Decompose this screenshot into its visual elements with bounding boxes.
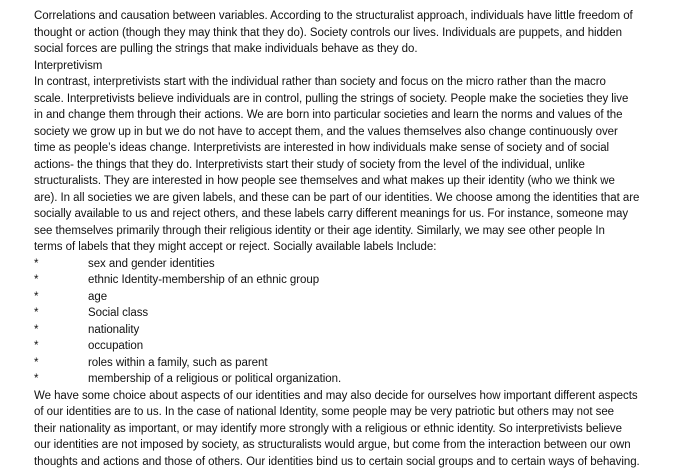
body-line: society we grow up in but we do not have to accept them, and the values themselves also change continuously over [34, 124, 680, 141]
bullet-marker: * [34, 322, 88, 339]
list-item [34, 338, 680, 355]
list-item [34, 256, 680, 273]
body-line: time as people’s ideas change. Interpretivists are interested in how individuals make sense of society and of social [34, 140, 680, 157]
list-item [34, 322, 680, 339]
list-item [34, 289, 680, 306]
list-item-text: roles within a family, such as parent [88, 355, 680, 372]
intro-line: thought or action (though they may think that they do). Society controls our lives. Individuals are puppets, and hidden [34, 25, 680, 42]
intro-line: Correlations and causation between variables. According to the structuralist approach, individuals have little freedom of [34, 8, 680, 25]
bullet-marker: * [34, 338, 88, 355]
list-item-text: sex and gender identities [88, 256, 680, 273]
closing-line: our identities are not imposed by society, as structuralists would argue, but come from the interaction between our own [34, 437, 680, 454]
list-item-text: nationality [88, 322, 680, 339]
bullet-marker: * [34, 305, 88, 322]
list-item [34, 355, 680, 372]
document-page [34, 8, 680, 470]
bullet-marker: * [34, 355, 88, 372]
body-line: actions- the things that they do. Interpretivists start their study of society from the level of the individual, unlike [34, 157, 680, 174]
intro-paragraph [34, 8, 680, 58]
list-item [34, 371, 680, 388]
body-paragraph [34, 74, 680, 256]
intro-line: social forces are pulling the strings that make individuals behave as they do. [34, 41, 680, 58]
body-line: see themselves primarily through their religious identity or their age identity. Similarly, we may see other people In [34, 223, 680, 240]
section-heading-interpretivism: Interpretivism [34, 58, 680, 75]
identity-labels-list [34, 256, 680, 388]
closing-line: their nationality as important, or may identify more strongly with a religious or ethnic identity. So interpretivists believe [34, 421, 680, 438]
bullet-marker: * [34, 371, 88, 388]
bullet-marker: * [34, 289, 88, 306]
body-line: socially available to us and reject others, and these labels carry different meanings for us. For instance, someone may [34, 206, 680, 223]
list-item [34, 272, 680, 289]
body-line: In contrast, interpretivists start with the individual rather than society and focus on the micro rather than the macro [34, 74, 680, 91]
closing-line: of our identities are to us. In the case of national Identity, some people may be very patriotic but others may not see [34, 404, 680, 421]
list-item-text: ethnic Identity-membership of an ethnic group [88, 272, 680, 289]
body-line: scale. Interpretivists believe individuals are in control, pulling the strings of society. People make the societies they live [34, 91, 680, 108]
body-line: structuralists. They are interested in how people see themselves and what makes up their identity (who we think we [34, 173, 680, 190]
body-line: terms of labels that they might accept or reject. Socially available labels Include: [34, 239, 680, 256]
bullet-marker: * [34, 272, 88, 289]
list-item-text: age [88, 289, 680, 306]
closing-paragraph [34, 388, 680, 470]
closing-line: thoughts and actions and those of others. Our identities bind us to certain social groups and to certain ways of behaving. [34, 454, 680, 470]
list-item-text: membership of a religious or political organization. [88, 371, 680, 388]
list-item-text: Social class [88, 305, 680, 322]
body-line: are). In all societies we are given labels, and these can be part of our identities. We choose among the identities that are [34, 190, 680, 207]
closing-line: We have some choice about aspects of our identities and may also decide for ourselves how important different aspects [34, 388, 680, 405]
list-item-text: occupation [88, 338, 680, 355]
list-item [34, 305, 680, 322]
body-line: in and change them through their actions. We are born into particular societies and learn the norms and values of the [34, 107, 680, 124]
bullet-marker: * [34, 256, 88, 273]
